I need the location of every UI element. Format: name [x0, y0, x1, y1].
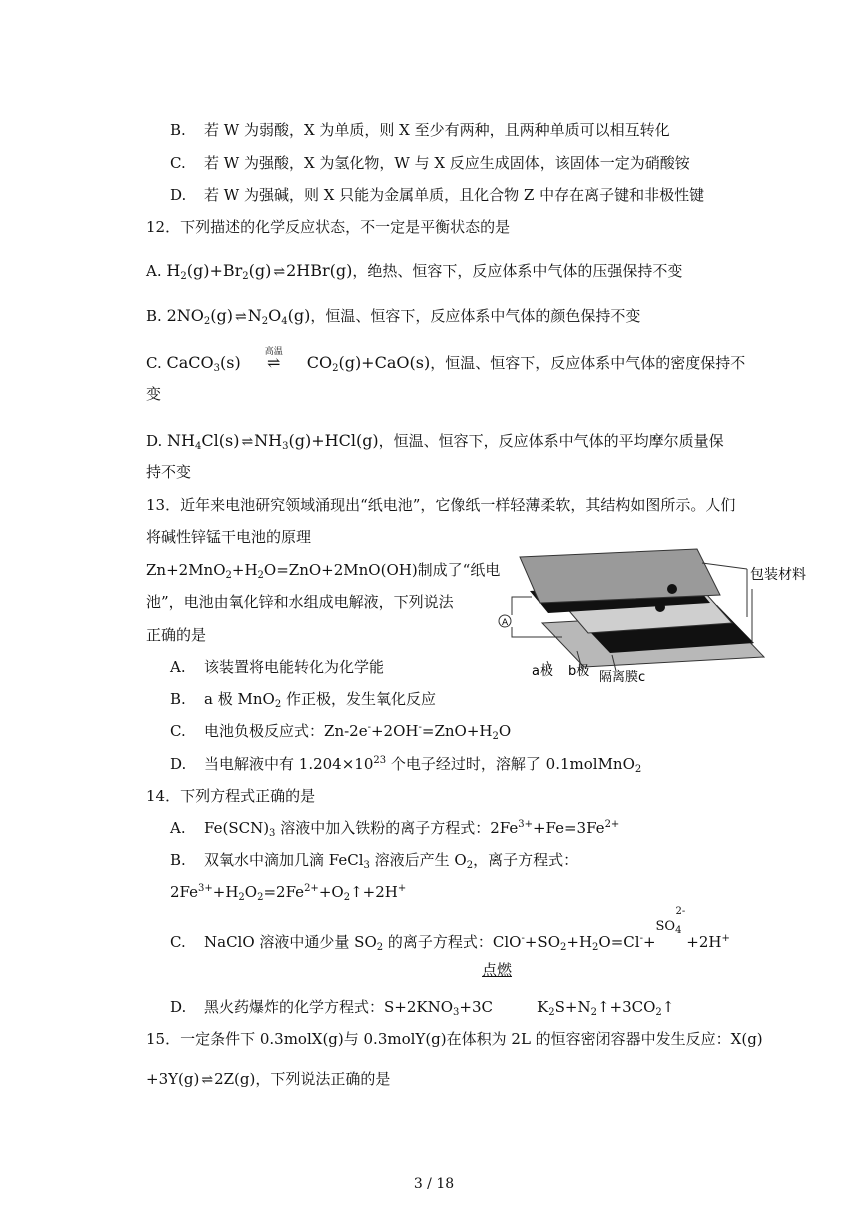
label-b: b极 [568, 664, 590, 679]
svg-text:A: A [502, 618, 509, 628]
q14-option-d: D. 黑火药爆炸的化学方程式：$S+2KNO_3+3C$ $K_2S+N_2↑+3CO_2↑$ [170, 998, 675, 1018]
q15-stem-1: 15．一定条件下 0.3molX(g)与 0.3molY(g)在体积为 2L 的恒容密闭容器中发生反应：X(g) [146, 1030, 763, 1048]
terminal-dot [655, 602, 665, 612]
q13-stem-5: 正确的是 [146, 626, 207, 644]
q14-d-condition: 点燃 [482, 961, 513, 979]
q12-option-d-cont: 持不变 [146, 463, 192, 481]
q13-stem-1: 13．近年来电池研究领域涌现出“纸电池”，它像纸一样轻薄柔软，其结构如图所示。人们 [146, 496, 736, 514]
q12-option-c: C. CaCO$_3$(s) 高温 ⇌ $CO_2(g)+CaO(s)$，恒温、恒容下，反应体系中气体的密度保持不 [146, 347, 746, 374]
q13-option-b: B. a 极 MnO$_2$ 作正极，发生氧化反应 [170, 690, 436, 710]
q12-option-b: B. $2NO_2(g)$ ⇌ $N_2O_4(g)$，恒温、恒容下，反应体系中气体的颜色保持不变 [146, 306, 641, 327]
top-packaging-layer [520, 549, 720, 603]
q13-option-a: A. 该装置将电能转化为化学能 [170, 658, 385, 676]
terminal-dot [667, 584, 677, 594]
q12-c-equation: CaCO$_3$(s) 高温 ⇌ $CO_2(g)+CaO(s)$ [166, 347, 431, 374]
q11-option-c: C. 若 W 为强酸，X 为氢化物，W 与 X 反应生成固体，该固体一定为硝酸铵 [170, 154, 690, 172]
q13-option-d: D. 当电解液中有 $1.204\times 10^{23}$ 个电子经过时，溶解了 0.1molMnO$_2$ [170, 755, 642, 775]
q13-stem-3: $Zn+2MnO_2+H_2O=ZnO+2MnO(OH)$制成了“纸电 [146, 561, 501, 581]
label-a: a极 [532, 664, 553, 679]
q12-d-equation: $NH_4Cl(s)$ ⇌ $NH_3(g)+HCl(g)$ [167, 431, 379, 452]
q13-option-c: C. 电池负极反应式：$Zn-2e^-+2OH^-=ZnO+H_2O$ [170, 722, 512, 742]
q13-stem-2: 将碱性锌锰干电池的原理 [146, 528, 312, 546]
page-number: 3 / 18 [413, 1176, 455, 1192]
q14-option-a: A. $Fe(SCN)_3$ 溶液中加入铁粉的离子方程式：$2Fe^{3+}+Fe=3Fe^{2+}$ [170, 819, 620, 839]
q11-option-d: D. 若 W 为强碱，则 X 只能为金属单质，且化合物 Z 中存在离子键和非极性键 [170, 186, 705, 204]
q14-option-b-equation: $2Fe^{3+}+H_2O_2=2Fe^{2+}+O_2↑+2H^+$ [170, 883, 407, 903]
q14-stem: 14．下列方程式正确的是 [146, 787, 316, 805]
q12-b-equation: $2NO_2(g)$ ⇌ $N_2O_4(g)$ [166, 306, 311, 327]
q12-option-d: D. $NH_4Cl(s)$ ⇌ $NH_3(g)+HCl(g)$，恒温、恒容下，反应体系中气体的平均摩尔质量保 [146, 431, 724, 452]
q12-option-c-cont: 变 [146, 385, 162, 403]
q15-stem-2: +3Y(g) ⇌ 2Z(g)，下列说法正确的是 [146, 1070, 391, 1088]
label-packaging: 包装材料 [750, 567, 806, 583]
q11-option-b: B. 若 W 为弱酸，X 为单质，则 X 至少有两种，且两种单质可以相互转化 [170, 121, 670, 139]
q12-option-a: A. $H_2(g)+Br_2(g)$ ⇌ 2HBr(g)，绝热、恒容下，反应体系中气体的压强保持不变 [146, 261, 683, 282]
q12-a-equation: $H_2(g)+Br_2(g)$ ⇌ 2HBr(g) [166, 261, 353, 282]
label-c: 隔离膜c [599, 670, 646, 685]
q12-stem: 12．下列描述的化学反应状态，不一定是平衡状态的是 [146, 218, 511, 236]
paper-battery-figure [492, 545, 822, 690]
q13-stem-4: 池”，电池由氧化锌和水组成电解液，下列说法 [146, 593, 454, 611]
q14-option-c: C. NaClO 溶液中通少量 $SO_2$ 的离子方程式：$ClO^-+SO_2+H_2O=Cl^-+$ $SO_4^{2-}$ +2H+ [170, 906, 730, 953]
q14-option-b: B. 双氧水中滴加几滴 FeCl$_3$ 溶液后产生 $O_2$，离子方程式： [170, 851, 579, 871]
